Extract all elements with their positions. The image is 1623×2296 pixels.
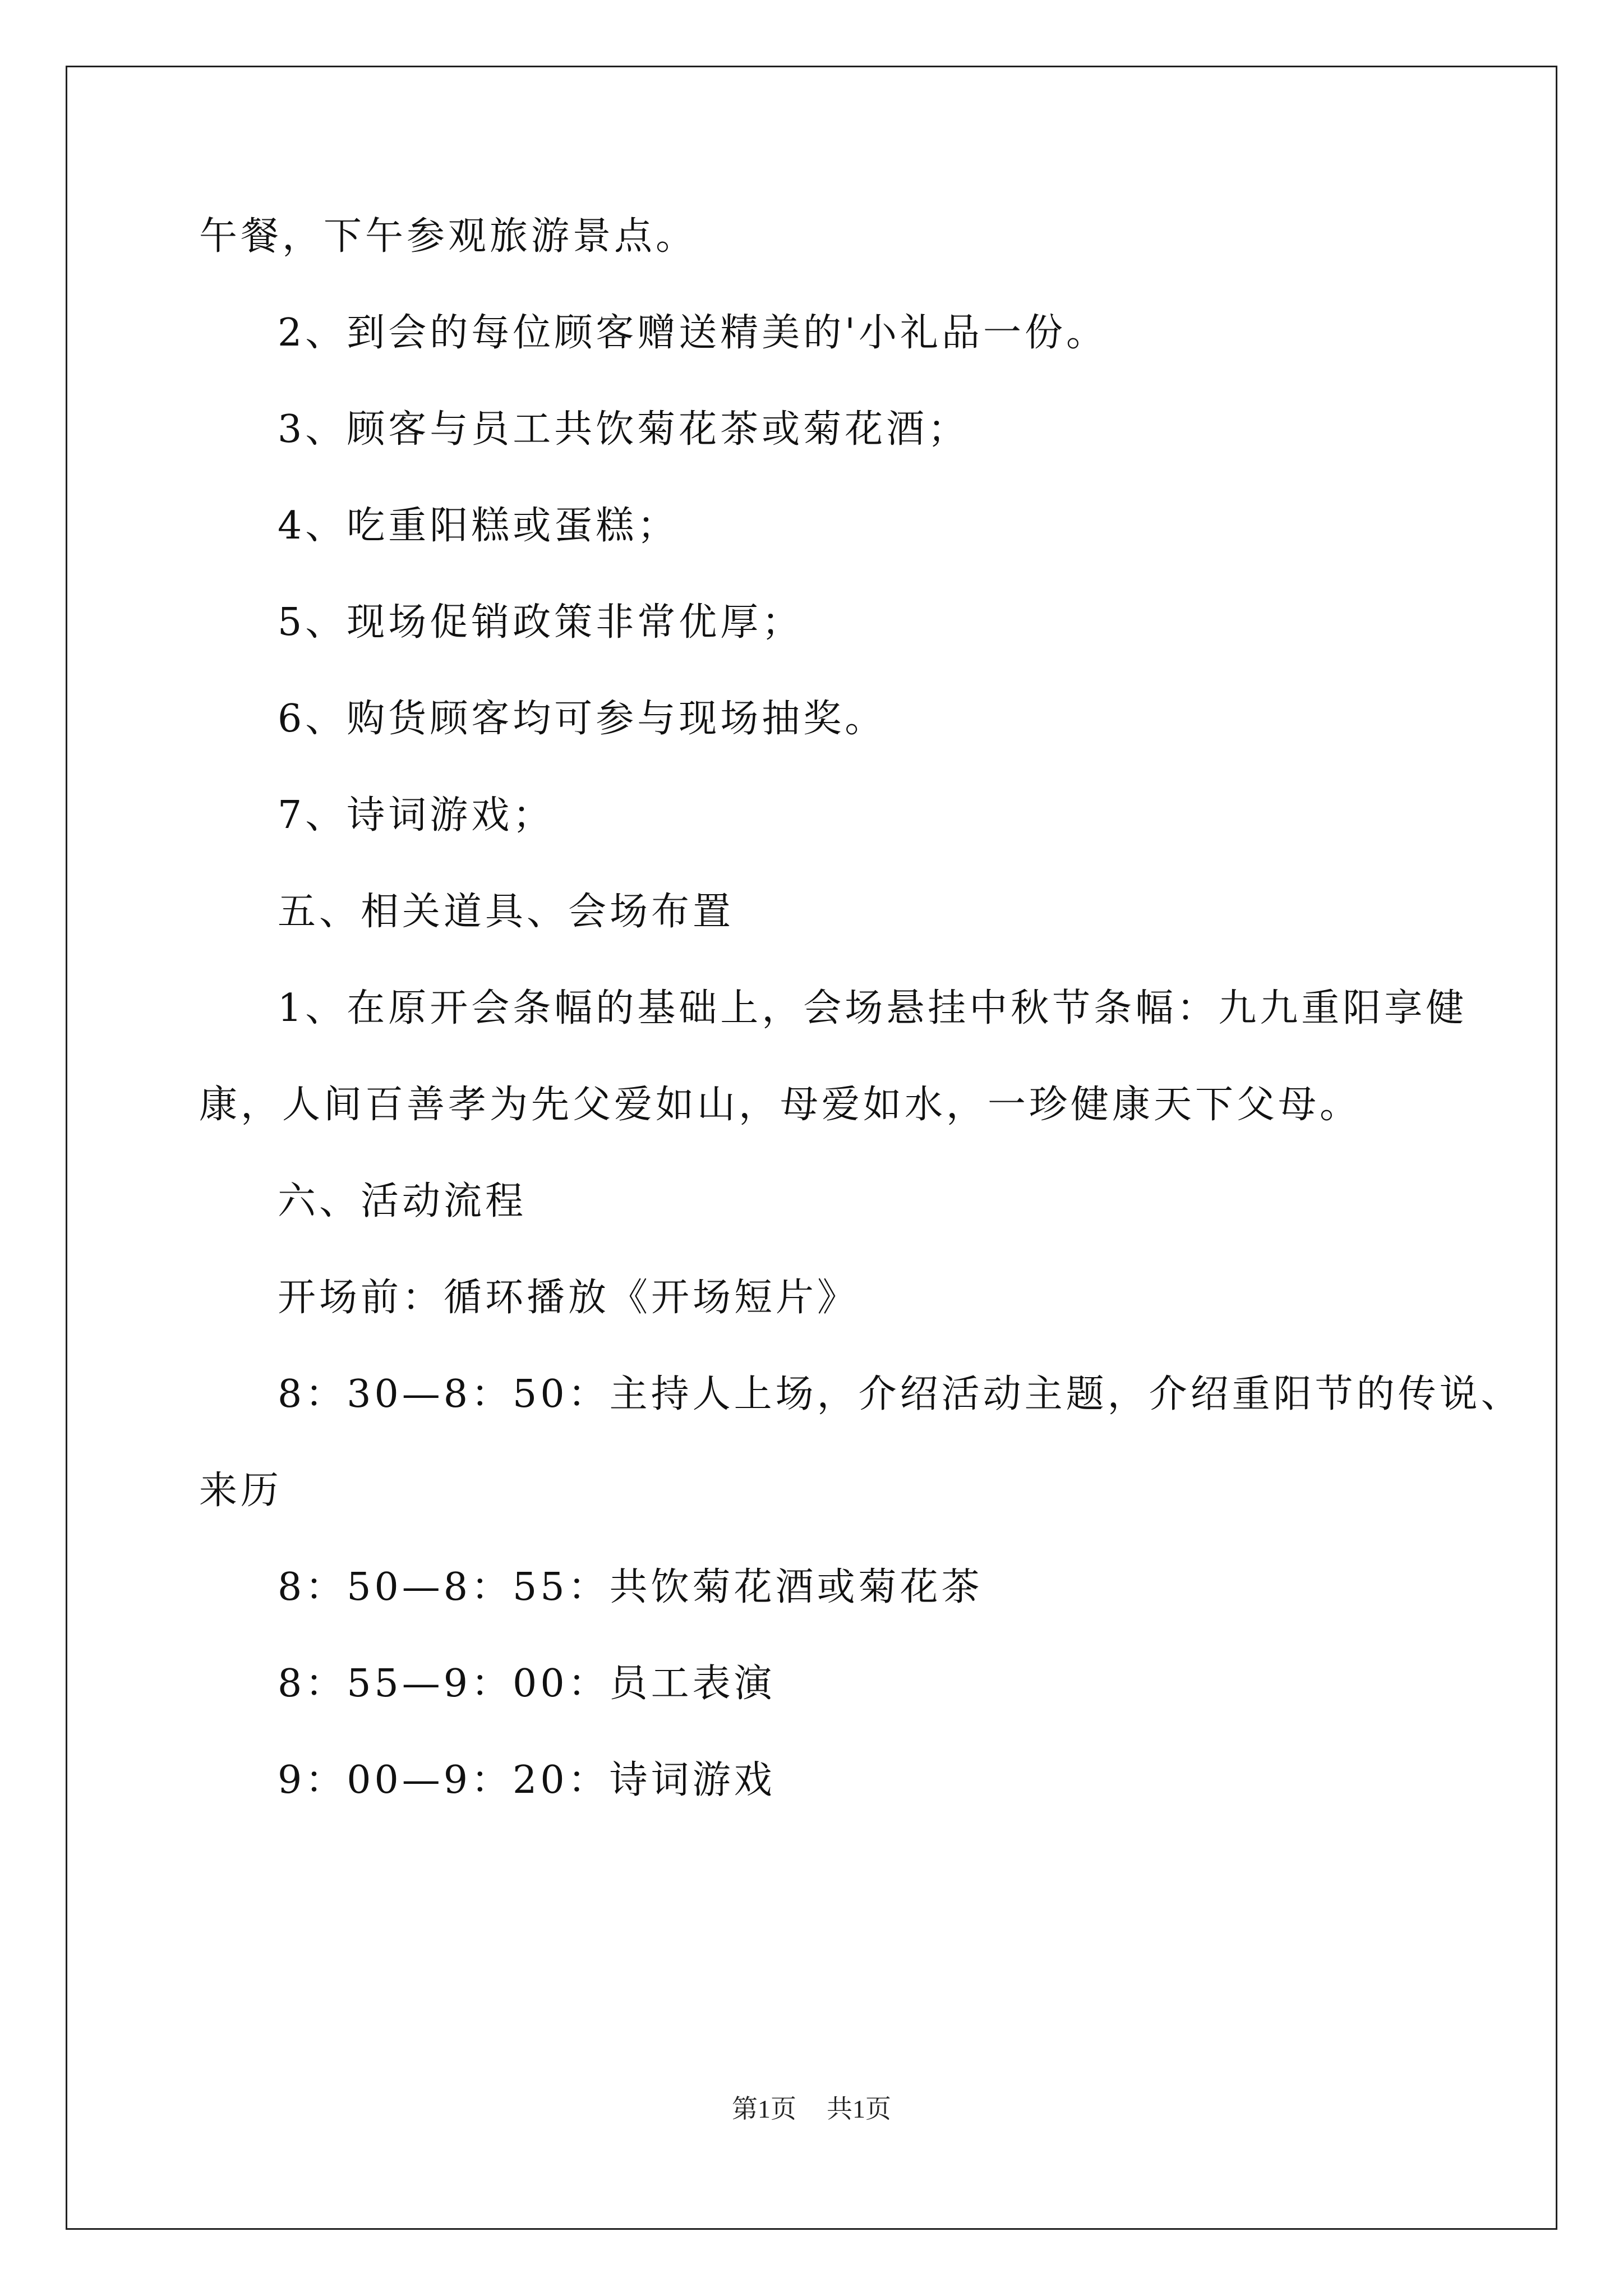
body-line-2: 2、到会的每位顾客赠送精美的'小礼品一份。: [278, 311, 1108, 355]
section-heading-5: 五、相关道具、会场布置: [278, 890, 735, 934]
body-line-4: 4、吃重阳糕或蛋糕；: [278, 504, 679, 548]
body-line-15: 8：50—8：55：共饮菊花酒或菊花茶: [278, 1565, 983, 1609]
body-line-14: 来历: [199, 1469, 283, 1513]
body-line-12: 开场前：循环播放《开场短片》: [278, 1276, 859, 1320]
page-border: [66, 66, 1557, 2230]
body-line-6: 6、购货顾客均可参与现场抽奖。: [278, 697, 887, 741]
body-line-9: 1、在原开会条幅的基础上，会场悬挂中秋节条幅：九九重阳享健: [278, 986, 1468, 1030]
body-line-1: 午餐，下午参观旅游景点。: [199, 214, 698, 259]
body-line-5: 5、现场促销政策非常优厚；: [278, 600, 804, 645]
body-line-13: 8：30—8：50：主持人上场，介绍活动主题，介绍重阳节的传说、: [278, 1372, 1523, 1416]
page-total: 共1页: [827, 2095, 891, 2123]
body-line-10: 康，人间百善孝为先父爱如山，母爱如水，一珍健康天下父母。: [199, 1083, 1362, 1127]
page-number: 第1页: [732, 2095, 796, 2123]
body-line-3: 3、顾客与员工共饮菊花茶或菊花酒；: [278, 407, 970, 452]
body-line-17: 9：00—9：20：诗词游戏: [278, 1758, 776, 1802]
body-line-16: 8：55—9：00：员工表演: [278, 1662, 776, 1706]
page-footer: [0, 2092, 1623, 2126]
body-line-7: 7、诗词游戏；: [278, 793, 555, 838]
section-heading-6: 六、活动流程: [278, 1179, 527, 1223]
